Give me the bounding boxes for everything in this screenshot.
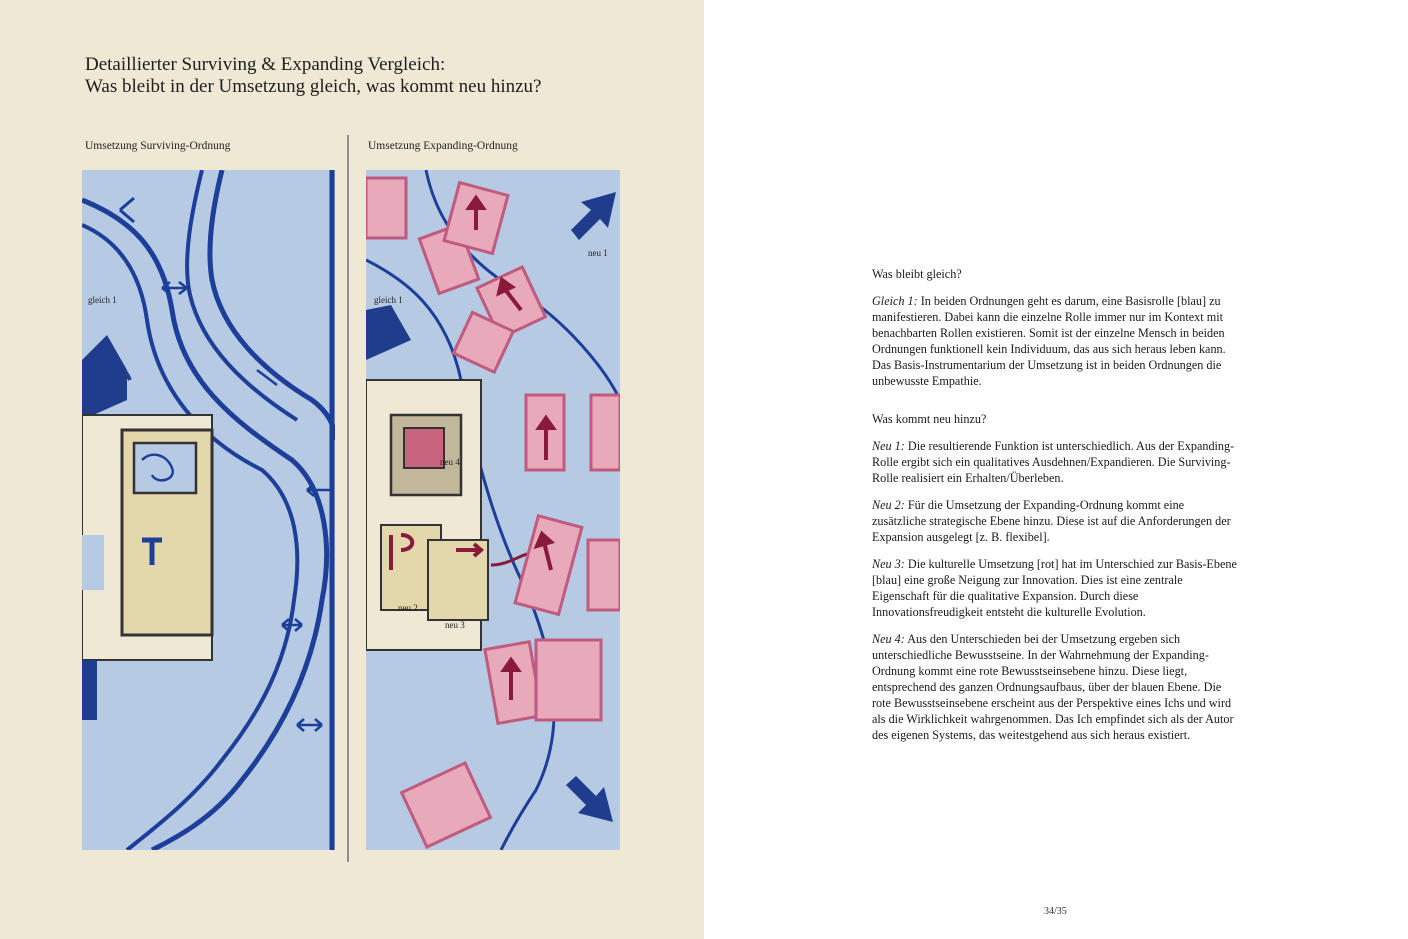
caption-surviving: Umsetzung Surviving-Ordnung (85, 140, 231, 152)
text-neu3: Die kulturelle Umsetzung [rot] hat im Unterschied zur Basis-Ebene [blau] eine große Neigung zur Innovation. Dies ist eine zentrale Eigenschaft für die qualitative Expansion. Durch diese Innovationsfreudigkeit entsteht die kulturelle Evolution. (872, 557, 1237, 619)
text-gleich1: In beiden Ordnungen geht es darum, eine Basisrolle [blau] zu manifestieren. Dabei kann die einzelne Rolle immer nur im Kontext mit benachbarten Rollen existieren. Somit ist der einzelne Mensch in beiden Ordnungen funktionell kein Individuum, das aus sich heraus leben kann. Das Basis-Instrumentarium der Umsetzung ist in beiden Ordnungen die unbewusste Empathie. (872, 294, 1226, 388)
label-neu4: neu 4 (440, 457, 460, 467)
label-neu2: neu 2 (398, 603, 418, 613)
text-neu4: Aus den Unterschieden bei der Umsetzung ergeben sich unterschiedliche Bewusstseine. In der Wahrnehmung der Expanding-Ordnung kommt eine rote Bewusstseinsebene hinzu. Diese liegt, entsprechend des ganzen Ordnungsaufbaus, über der blauen Ebene. Die rote Bewusstseinsebene erscheint aus der Perspektive eines Ichs und wird als die Wirklichkeit wahrgenommen. Das Ich empfindet sich als der Autor des eigenen Systems, das weitestgehend aus sich heraus existiert. (872, 632, 1234, 742)
paragraph-neu1 (872, 438, 1240, 486)
text-neu2: Für die Umsetzung der Expanding-Ordnung kommt eine zusätzliche strategische Ebene hinzu. Diese ist auf die Anforderungen der Expansion ausgelegt [z. B. flexibel]. (872, 498, 1231, 544)
heading-same: Was bleibt gleich? (872, 267, 962, 281)
title-line-1: Detaillierter Surviving & Expanding Vergleich: (85, 54, 446, 75)
label-gleich1: Gleich 1: (872, 294, 918, 308)
label-neu4-text: Neu 4: (872, 632, 905, 646)
label-neu1-text: Neu 1: (872, 439, 905, 453)
expanding-drawing (366, 170, 620, 850)
paragraph-gleich1 (872, 293, 1240, 389)
label-neu1: neu 1 (588, 248, 608, 258)
panel-separator (347, 135, 349, 862)
title-line-2: Was bleibt in der Umsetzung gleich, was kommt neu hinzu? (85, 76, 542, 97)
label-neu2-text: Neu 2: (872, 498, 905, 512)
label-neu3: neu 3 (445, 620, 465, 630)
heading-new: Was kommt neu hinzu? (872, 412, 987, 426)
page-number: 34/35 (1044, 906, 1067, 917)
label-neu3-text: Neu 3: (872, 557, 905, 571)
paragraph-neu2 (872, 497, 1240, 545)
page-title (85, 54, 685, 98)
paragraph-neu4 (872, 631, 1240, 743)
surviving-drawing (82, 170, 335, 850)
body-text (872, 266, 1240, 754)
caption-expanding: Umsetzung Expanding-Ordnung (368, 140, 518, 152)
label-gleich1-expanding: gleich 1 (374, 295, 403, 305)
label-gleich1-surviving: gleich 1 (88, 295, 117, 305)
paragraph-neu3 (872, 556, 1240, 620)
text-neu1: Die resultierende Funktion ist unterschiedlich. Aus der Expanding-Rolle ergibt sich ein qualitatives Ausdehnen/Expandieren. Die Surviving-Rolle realisiert ein Erhalten/Überleben. (872, 439, 1235, 485)
